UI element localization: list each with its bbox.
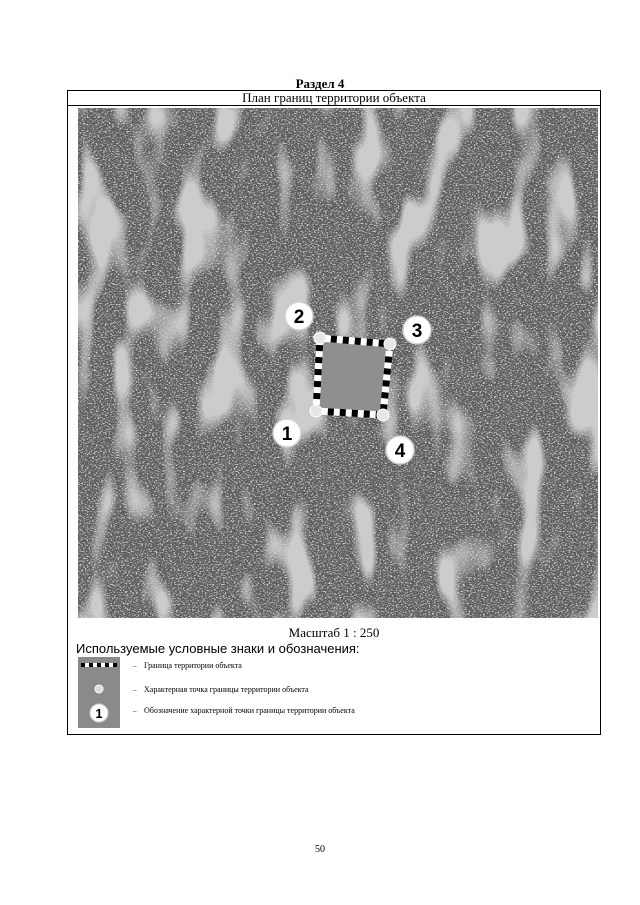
legend-item-boundary <box>78 657 598 681</box>
plan-title: План границ территории объекта <box>68 91 600 106</box>
legend-dash: – <box>133 686 137 694</box>
boundary-point-2 <box>314 332 326 344</box>
boundary-point-1 <box>310 405 322 417</box>
boundary-line-swatch <box>78 657 120 681</box>
point-label-3: 3 <box>411 321 423 342</box>
legend-dash: – <box>133 662 137 670</box>
section-title: Раздел 4 <box>295 76 345 91</box>
legend-item-label <box>78 702 598 726</box>
legend-text-point: Характерная точка границы территории объекта <box>144 685 309 694</box>
boundary-point-4 <box>377 409 389 421</box>
plan-frame <box>67 90 601 735</box>
aerial-map <box>78 108 598 618</box>
legend-heading: Используемые условные знаки и обозначения: <box>76 641 360 656</box>
legend-text-label: Обозначение характерной точки границы территории объекта <box>144 706 355 715</box>
map-image <box>78 108 598 618</box>
point-label-2: 2 <box>293 307 305 328</box>
boundary-point-3 <box>384 338 396 350</box>
legend-marker-label: 1 <box>95 706 103 721</box>
point-label-swatch <box>78 702 120 728</box>
territory-area <box>316 338 390 415</box>
legend-text-boundary: Граница территории объекта <box>144 661 242 670</box>
legend-dash: – <box>133 707 137 715</box>
point-label-1: 1 <box>281 424 293 445</box>
scale-label: Масштаб 1 : 250 <box>288 625 380 640</box>
page-number: 50 <box>315 844 325 855</box>
point-label-4: 4 <box>394 441 406 462</box>
